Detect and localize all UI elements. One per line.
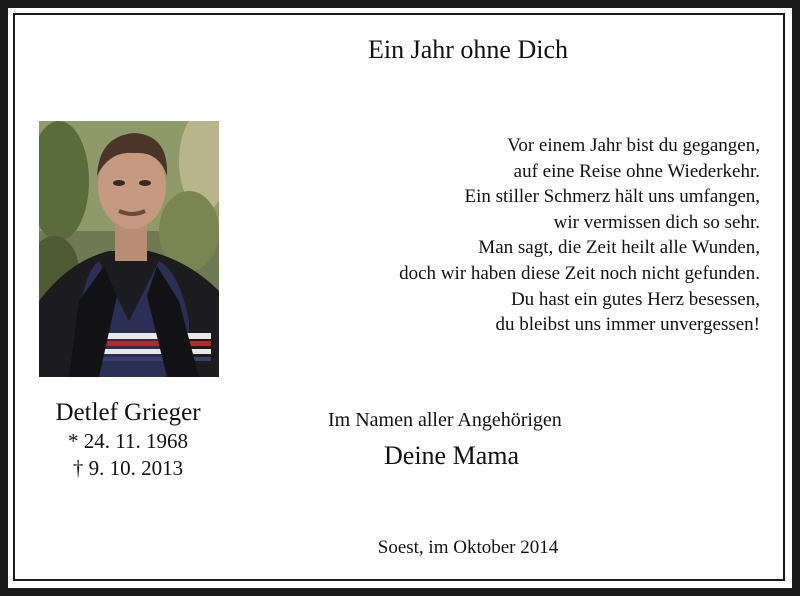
notice-paper: [8, 8, 792, 588]
deceased-info: [28, 398, 228, 482]
memorial-poem: [300, 133, 760, 338]
deceased-name: Detlef Grieger: [55, 399, 201, 426]
birth-date: * 24. 11. 1968: [68, 429, 188, 453]
poem-line: wir vermissen dich so sehr.: [553, 211, 760, 233]
poem-line: auf eine Reise ohne Wiederkehr.: [513, 160, 760, 182]
family-intro: Im Namen aller Angehörigen: [328, 409, 562, 431]
death-date: † 9. 10. 2013: [72, 456, 184, 480]
place-and-date: Soest, im Oktober 2014: [377, 537, 559, 558]
family-signature: Deine Mama: [384, 441, 520, 470]
poem-line: du bleibst uns immer unvergessen!: [495, 314, 760, 336]
poem-line: Du hast ein gutes Herz besessen,: [510, 288, 760, 310]
poem-line: Vor einem Jahr bist du gegangen,: [507, 135, 760, 156]
notice-title: Ein Jahr ohne Dich: [367, 35, 568, 64]
poem-line: doch wir haben diese Zeit noch nicht gefunden.: [399, 262, 760, 284]
poem-line: Ein stiller Schmerz hält uns umfangen,: [464, 186, 760, 208]
poem-line: Man sagt, die Zeit heilt alle Wunden,: [478, 237, 760, 259]
portrait-photo: [39, 121, 219, 377]
